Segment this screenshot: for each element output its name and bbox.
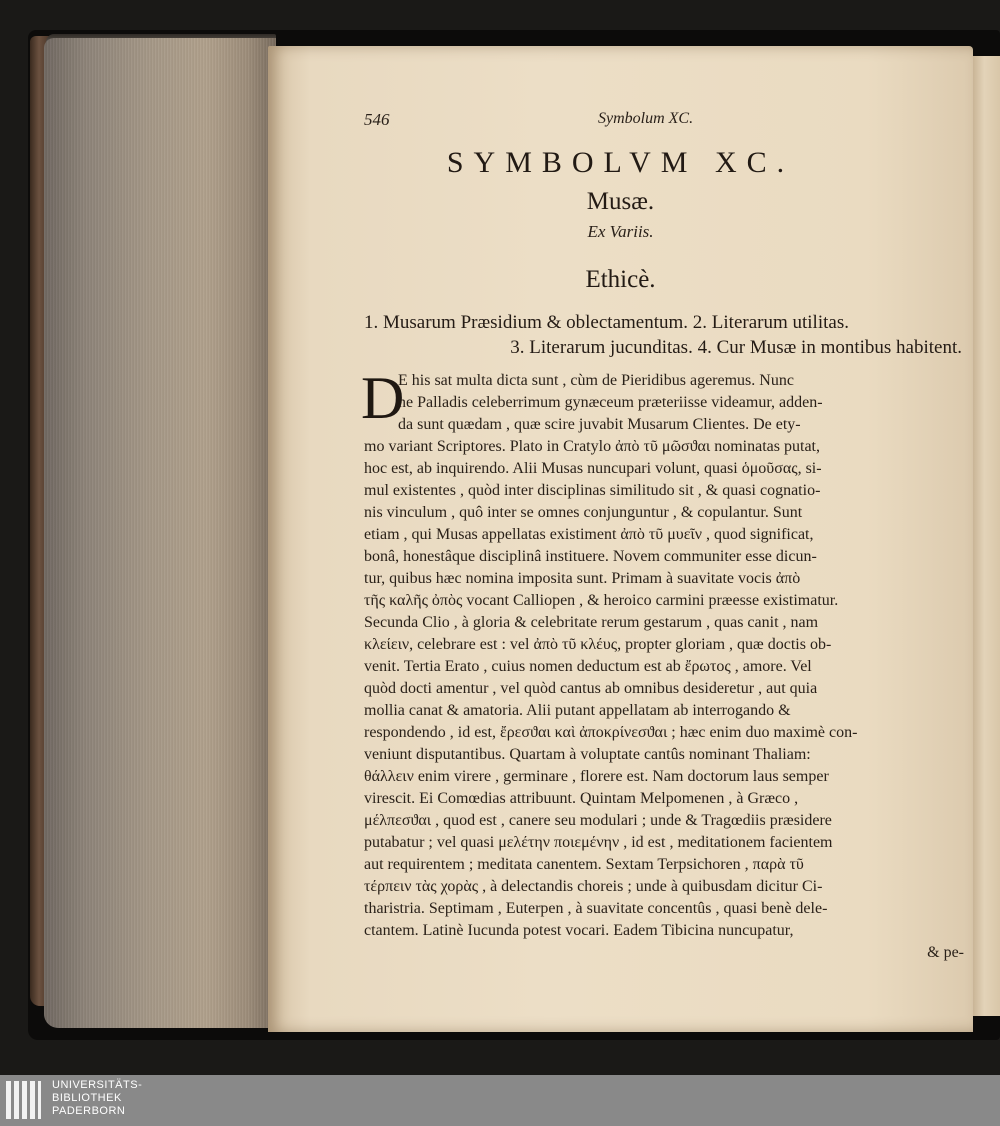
text-line: bonâ, honestâque disciplinâ instituere. Novem communiter esse dicun- <box>364 548 817 565</box>
chapter-title: SYMBOLVM XC. <box>446 146 795 179</box>
drop-capital: D <box>361 365 405 431</box>
text-line: mollia canat & amatoria. Alii putant appellatam ab interrogando & <box>364 702 791 719</box>
running-title: Symbolum XC. <box>598 110 694 127</box>
text-line: τῆς καλῆς ὀπὸς vocant Calliopen , & heroico carmini præesse existimatur. <box>364 592 839 609</box>
text-line: τέρπειν τὰς χορὰς , à delectandis choreis ; unde à quibusdam dicitur Ci- <box>364 878 823 895</box>
chapter-source: Ex Variis. <box>587 222 654 241</box>
text-line: κλείειν, celebrare est : vel ἀπὸ τῦ κλέυς, propter gloriam , quæ doctis ob- <box>364 636 832 653</box>
logo-text-line: BIBLIOTHEK <box>52 1092 122 1104</box>
contents-line: 3. Literarum jucunditas. 4. Cur Musæ in montibus habitent. <box>510 337 962 358</box>
contents-summary <box>364 310 962 360</box>
text-line: mo variant Scriptores. Plato in Cratylo ἀπὸ τῦ μῶσϑαι nominatas putat, <box>364 438 820 455</box>
book-page <box>268 46 973 1032</box>
library-footer-bar <box>0 1075 1000 1126</box>
page-number: 546 <box>364 110 390 129</box>
text-line: virescit. Ei Comœdias attribuunt. Quintam Melpomenen , à Græco , <box>364 790 799 807</box>
logo-text-line: PADERBORN <box>52 1105 126 1117</box>
text-line: mul existentes , quòd inter disciplinas similitudo sit , & quasi cognatio- <box>364 482 821 499</box>
contents-line: 1. Musarum Præsidium & oblectamentum. 2. Literarum utilitas. <box>364 312 849 333</box>
chapter-subtitle: Musæ. <box>586 188 655 215</box>
text-line: nis vinculum , quô inter se omnes conjunguntur , & copulantur. Sunt <box>364 504 803 521</box>
text-line: E his sat multa dicta sunt , cùm de Pieridibus ageremus. Nunc <box>398 372 794 389</box>
text-line: venit. Tertia Erato , cuius nomen deductum est ab ἔρωτος , amore. Vel <box>364 658 812 675</box>
library-logo-text[interactable] <box>52 1079 142 1118</box>
text-line: μέλπεσϑαι , quod est , canere seu modulari ; unde & Tragœdiis præsidere <box>364 812 832 829</box>
text-line: tur, quibus hæc nomina imposita sunt. Primam à suavitate vocis ἀπὸ <box>364 570 801 587</box>
text-line: respondendo , id est, ἔρεσϑαι καὶ ἀποκρίνεσϑαι ; hæc enim duo maximè con- <box>364 724 858 741</box>
body-text <box>361 365 964 964</box>
text-line: ne Palladis celeberrimum gynæceum præteriisse videamur, adden- <box>398 394 823 411</box>
text-line: tharistria. Septimam , Euterpen , à suavitate concentûs , quasi benè dele- <box>364 900 828 917</box>
book-page-edges <box>44 38 276 1028</box>
text-line: hoc est, ab inquirendo. Alii Musas nuncupari volunt, quasi ὁμοῦσας, si- <box>364 460 822 477</box>
text-line: ctantem. Latinè Iucunda potest vocari. Eadem Tibicina nuncupatur, <box>364 922 794 939</box>
text-line: putabatur ; vel quasi μελέτην ποιεμένην , id est , meditationem facientem <box>364 834 833 851</box>
text-line: veniunt disputantibus. Quartam à voluptate cantûs nominant Thaliam: <box>364 746 811 763</box>
facing-page-edge <box>972 56 1000 1016</box>
text-line: aut requirentem ; meditata canentem. Sextam Terpsichoren , παρὰ τῦ <box>364 856 804 873</box>
text-line: etiam , qui Musas appellatas existiment ἀπὸ τῦ μυεῖν , quod significat, <box>364 526 814 543</box>
text-line: θάλλειν enim virere , germinare , florere est. Nam doctorum laus semper <box>364 768 829 785</box>
section-heading: Ethicè. <box>585 266 656 293</box>
library-logo-icon[interactable] <box>6 1081 46 1119</box>
text-line: quòd docti amentur , vel quòd cantus ab omnibus desideretur , aut quia <box>364 680 818 697</box>
catchword: & pe- <box>927 944 964 961</box>
logo-text-line: UNIVERSITÄTS- <box>52 1079 143 1091</box>
text-line: Secunda Clio , à gloria & celebritate rerum gestarum , quas canit , nam <box>364 614 819 631</box>
text-line: da sunt quædam , quæ scire juvabit Musarum Clientes. De ety- <box>398 416 801 433</box>
running-head <box>268 110 973 134</box>
